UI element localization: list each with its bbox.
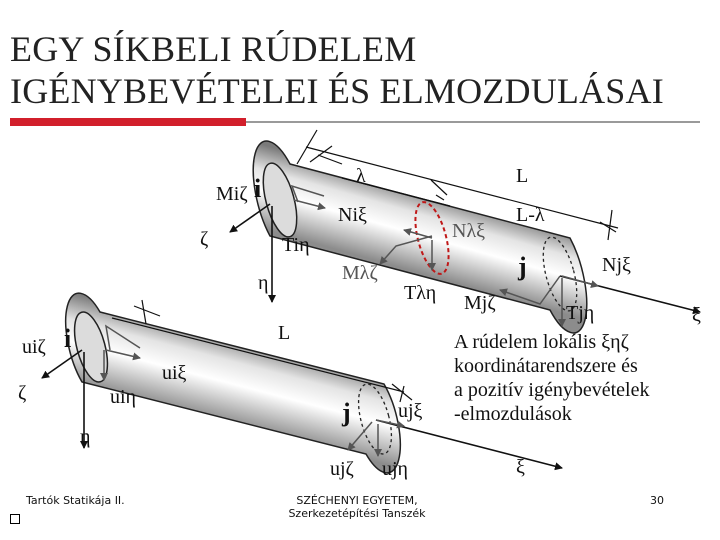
label-zeta-bottom: ζ (18, 382, 27, 404)
footer-institution (284, 494, 430, 520)
caption-line-4: -elmozdulások (454, 403, 572, 425)
bottom-beam-element (66, 293, 401, 473)
label-M-i-zeta: Miζ (216, 183, 248, 205)
label-N-lambda-xi: Nλξ (452, 220, 486, 242)
label-xi-bottom: ξ (516, 456, 525, 478)
label-L-minus-lambda: L-λ (516, 204, 545, 226)
label-L-bottom: L (278, 322, 291, 344)
label-xi-top: ξ (692, 304, 701, 326)
label-u-i-eta: uiη (110, 386, 137, 408)
label-u-i-zeta: uiζ (22, 336, 46, 358)
footer-page-number: 30 (650, 494, 664, 507)
label-eta-top: η (258, 272, 269, 294)
label-M-j-zeta: Mjζ (464, 292, 496, 314)
label-node-j-top: j (518, 252, 527, 281)
label-M-lambda-zeta: Mλζ (342, 262, 378, 284)
label-node-i-top: i (254, 174, 262, 203)
title-line-1: EGY SÍKBELI RÚDELEM (10, 29, 417, 69)
title-line-2: IGÉNYBEVÉTELEI ÉS ELMOZDULÁSAI (10, 71, 664, 111)
diagram-caption (454, 330, 649, 426)
caption-line-2: koordinátarendszere és (454, 355, 638, 377)
footer-course-name: Tartók Statikája II. (26, 494, 125, 507)
label-u-i-xi: uiξ (162, 362, 187, 384)
label-T-j-eta: Tjη (566, 302, 595, 324)
label-u-j-zeta: ujζ (330, 458, 354, 480)
footer-square-left (10, 514, 20, 524)
caption-line-3: a pozitív igénybevételek (454, 379, 650, 401)
footer-institution-line-1: SZÉCHENYI EGYETEM, (296, 494, 418, 507)
bottom-beam-body (66, 293, 401, 473)
label-L-top: L (516, 165, 529, 187)
label-eta-bottom: η (80, 426, 91, 448)
label-node-j-bottom: j (342, 398, 351, 427)
label-u-j-xi: ujξ (398, 400, 423, 422)
label-u-j-eta: ujη (382, 458, 409, 480)
label-N-i-xi: Niξ (338, 204, 367, 226)
label-T-lambda-eta: Tλη (404, 282, 437, 304)
label-T-i-eta: Tiη (282, 234, 310, 256)
label-N-j-xi: Njξ (602, 254, 631, 276)
label-lambda: λ (356, 165, 366, 187)
caption-line-1: A rúdelem lokális ξηζ (454, 331, 629, 353)
footer-institution-line-2: Szerkezetépítési Tanszék (288, 507, 426, 520)
label-node-i-bottom: i (64, 324, 72, 353)
label-zeta-top: ζ (200, 228, 209, 250)
